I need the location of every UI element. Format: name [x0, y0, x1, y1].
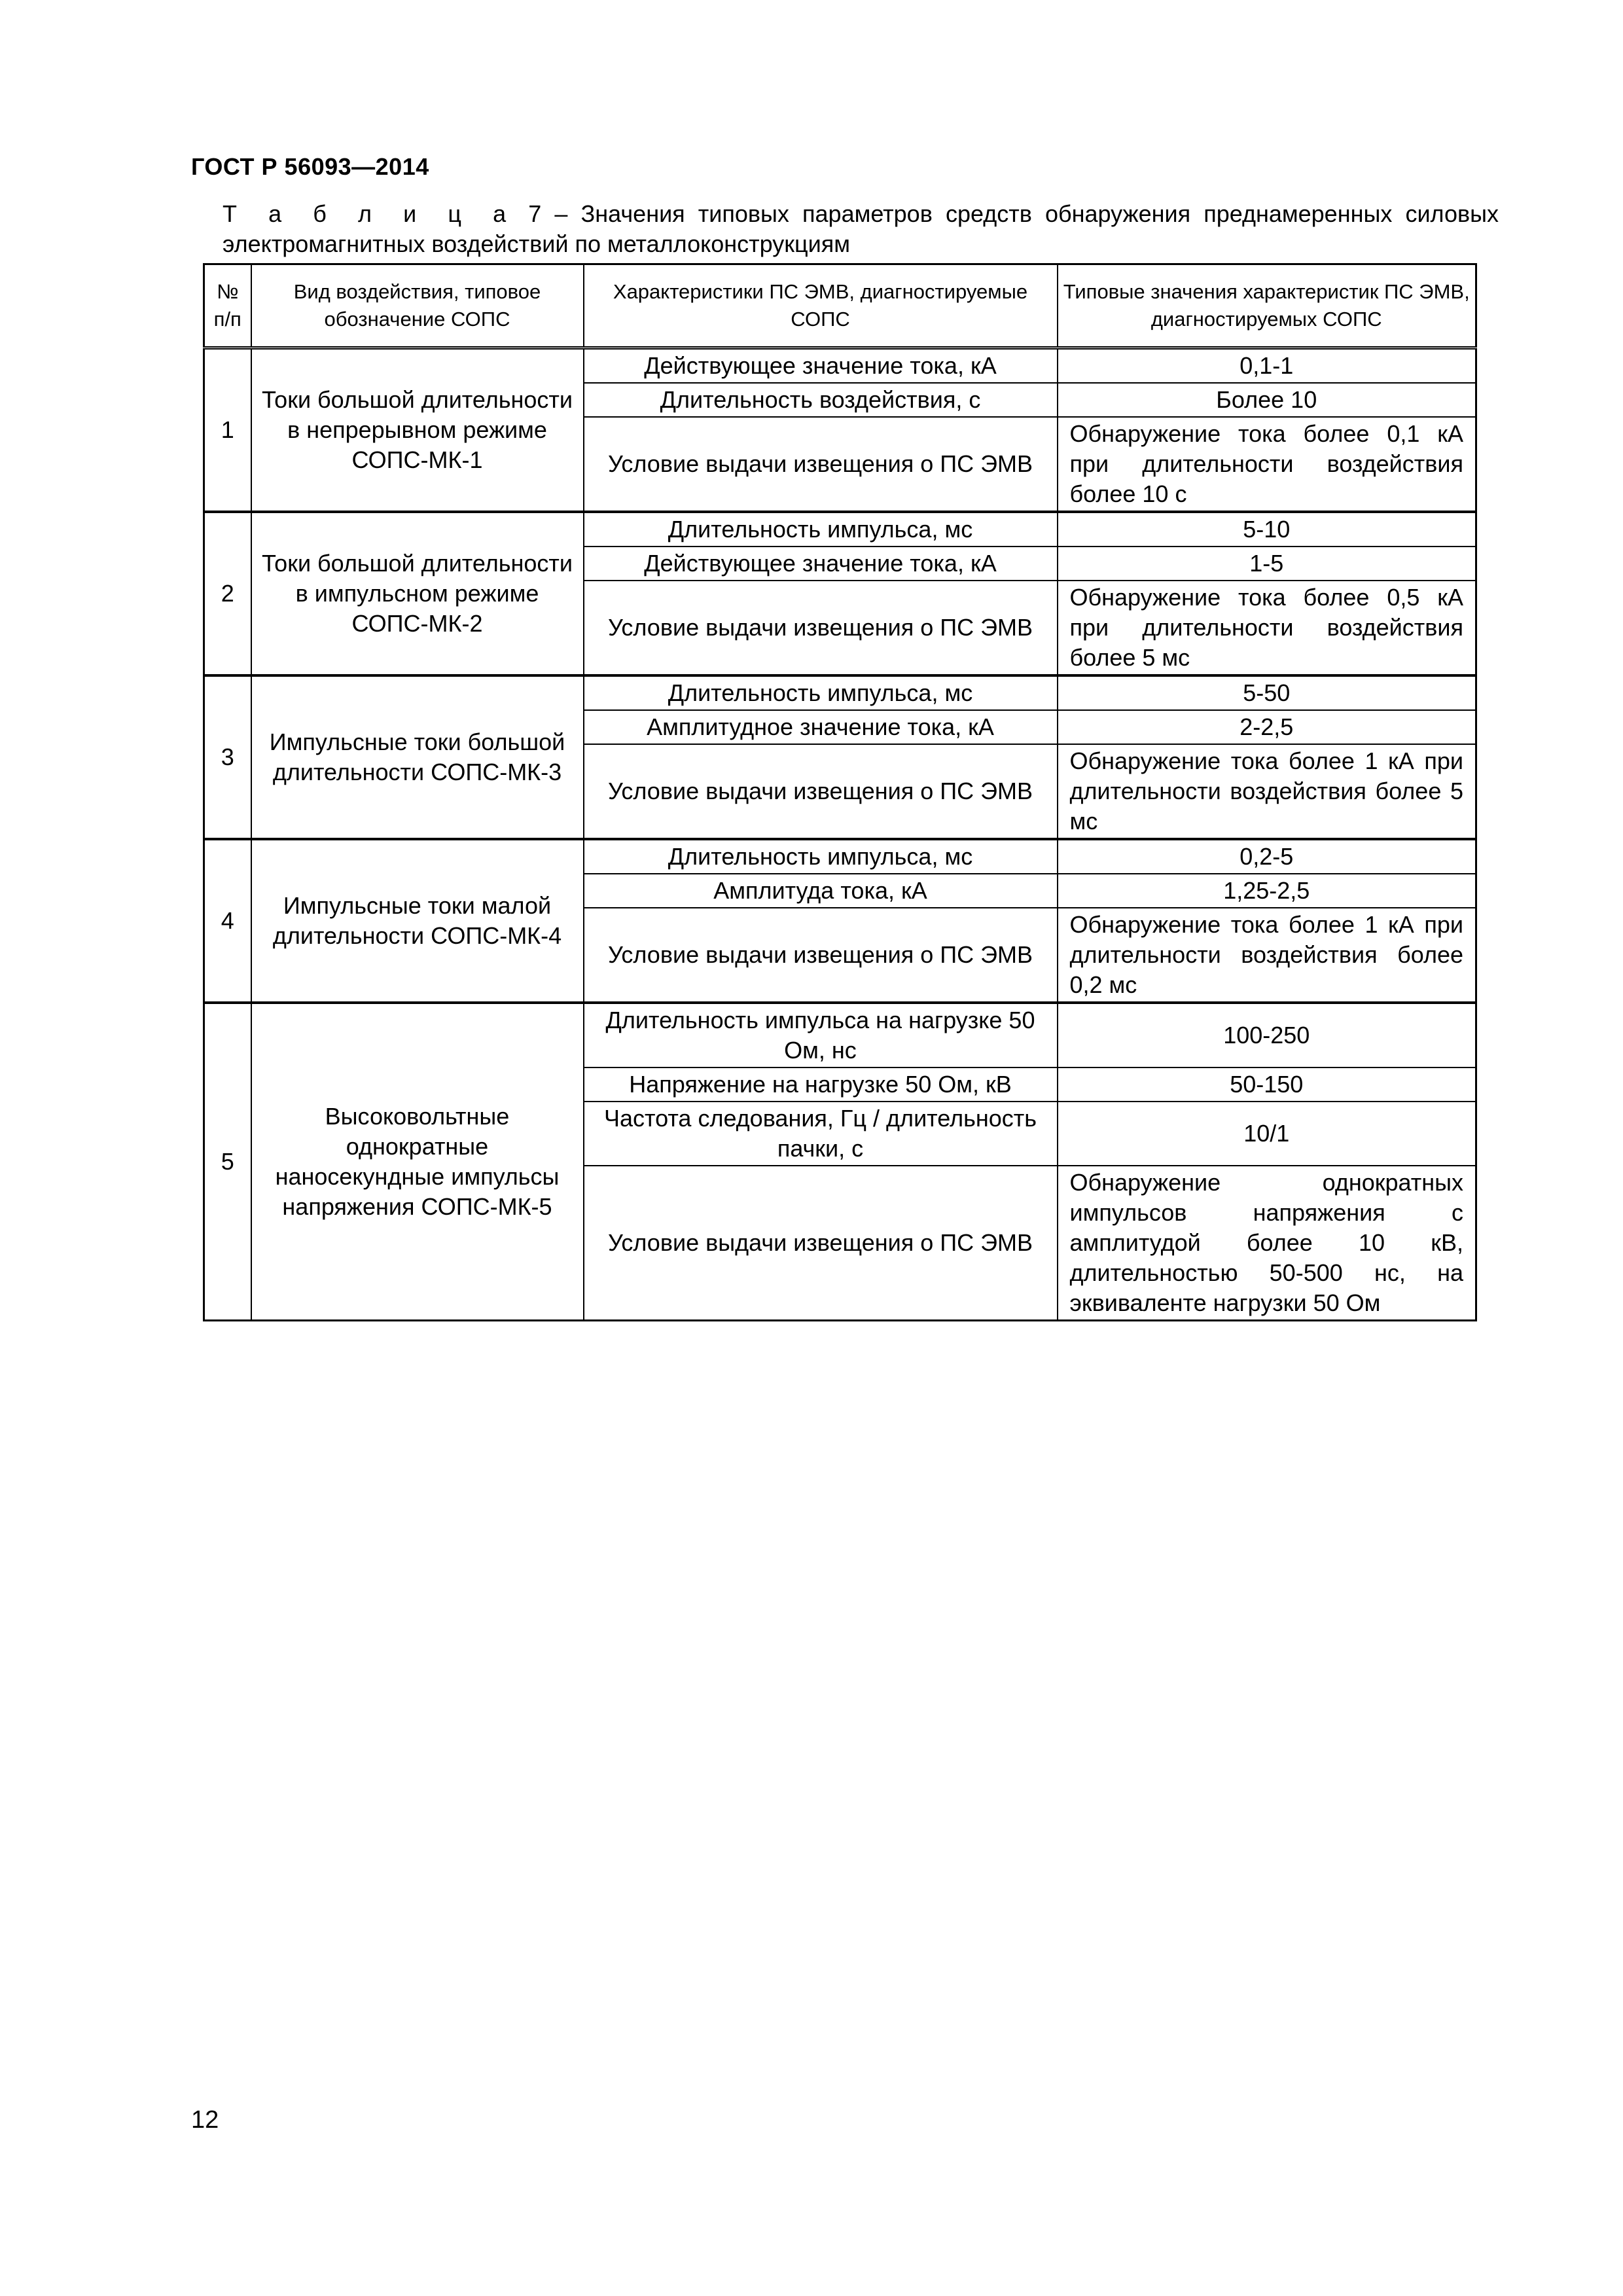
cell-characteristic: Частота следования, Гц / длительность пачки, с	[584, 1102, 1058, 1166]
cell-characteristic: Условие выдачи извещения о ПС ЭМВ	[584, 908, 1058, 1003]
cell-value: Обнаружение тока более 0,1 кА при длительности воздействия более 10 с	[1058, 417, 1476, 512]
cell-value: 10/1	[1058, 1102, 1476, 1166]
cell-characteristic: Амплитудное значение тока, кА	[584, 710, 1058, 744]
cell-num: 2	[204, 512, 251, 675]
cell-num: 5	[204, 1003, 251, 1321]
page-number: 12	[191, 2106, 219, 2134]
cell-type: Импульсные токи большой длительности СОПС-МК-3	[251, 675, 584, 839]
cell-value: 0,2-5	[1058, 839, 1476, 874]
cell-characteristic: Амплитуда тока, кА	[584, 874, 1058, 908]
cell-type: Токи большой длительности в импульсном режиме СОПС-МК-2	[251, 512, 584, 675]
document-header: ГОСТ Р 56093—2014	[191, 153, 429, 180]
cell-characteristic: Условие выдачи извещения о ПС ЭМВ	[584, 581, 1058, 675]
parameters-table	[203, 263, 1477, 1321]
cell-value: 1,25-2,5	[1058, 874, 1476, 908]
cell-num: 3	[204, 675, 251, 839]
cell-value: 0,1-1	[1058, 348, 1476, 384]
cell-characteristic: Условие выдачи извещения о ПС ЭМВ	[584, 1166, 1058, 1321]
cell-characteristic: Действующее значение тока, кА	[584, 547, 1058, 581]
cell-characteristic: Длительность воздействия, с	[584, 383, 1058, 417]
table-caption-text: 7 – Значения типовых параметров средств обнаружения преднамеренных силовых электромагнитных воздействий по металлоконструкциям	[223, 200, 1499, 257]
cell-value: Обнаружение тока более 0,5 кА при длительности воздействия более 5 мс	[1058, 581, 1476, 675]
cell-characteristic: Длительность импульса, мс	[584, 839, 1058, 874]
cell-value: 50-150	[1058, 1067, 1476, 1102]
cell-value: 1-5	[1058, 547, 1476, 581]
table-row	[204, 1003, 1476, 1067]
header-characteristic: Характеристики ПС ЭМВ, диагностируемые СОПС	[584, 264, 1058, 348]
cell-type: Токи большой длительности в непрерывном режиме СОПС-МК-1	[251, 348, 584, 512]
header-num: № п/п	[204, 264, 251, 348]
cell-characteristic: Напряжение на нагрузке 50 Ом, кВ	[584, 1067, 1058, 1102]
cell-value: 5-50	[1058, 675, 1476, 710]
cell-value: Обнаружение однократных импульсов напряжения с амплитудой более 10 кВ, длительностью 50-500 нс, на эквиваленте нагрузки 50 Ом	[1058, 1166, 1476, 1321]
cell-type: Высоковольтные однократные наносекундные импульсы напряжения СОПС-МК-5	[251, 1003, 584, 1321]
cell-value: Обнаружение тока более 1 кА при длительности воздействия более 5 мс	[1058, 744, 1476, 839]
cell-value: 5-10	[1058, 512, 1476, 547]
cell-characteristic: Условие выдачи извещения о ПС ЭМВ	[584, 417, 1058, 512]
cell-characteristic: Условие выдачи извещения о ПС ЭМВ	[584, 744, 1058, 839]
table-row	[204, 675, 1476, 710]
cell-value: 100-250	[1058, 1003, 1476, 1067]
cell-num: 4	[204, 839, 251, 1003]
table-row	[204, 839, 1476, 874]
header-value: Типовые значения характеристик ПС ЭМВ, диагностируемых СОПС	[1058, 264, 1476, 348]
cell-characteristic: Действующее значение тока, кА	[584, 348, 1058, 384]
table-row	[204, 512, 1476, 547]
cell-value: Обнаружение тока более 1 кА при длительности воздействия более 0,2 мс	[1058, 908, 1476, 1003]
table-header-row	[204, 264, 1476, 348]
table-row	[204, 348, 1476, 384]
header-type: Вид воздействия, типовое обозначение СОПС	[251, 264, 584, 348]
cell-value: 2-2,5	[1058, 710, 1476, 744]
cell-characteristic: Длительность импульса, мс	[584, 675, 1058, 710]
cell-characteristic: Длительность импульса на нагрузке 50 Ом, нс	[584, 1003, 1058, 1067]
cell-type: Импульсные токи малой длительности СОПС-МК-4	[251, 839, 584, 1003]
table-caption-prefix: Т а б л и ц а	[223, 200, 516, 227]
cell-num: 1	[204, 348, 251, 512]
table-caption	[223, 199, 1499, 259]
cell-characteristic: Длительность импульса, мс	[584, 512, 1058, 547]
cell-value: Более 10	[1058, 383, 1476, 417]
